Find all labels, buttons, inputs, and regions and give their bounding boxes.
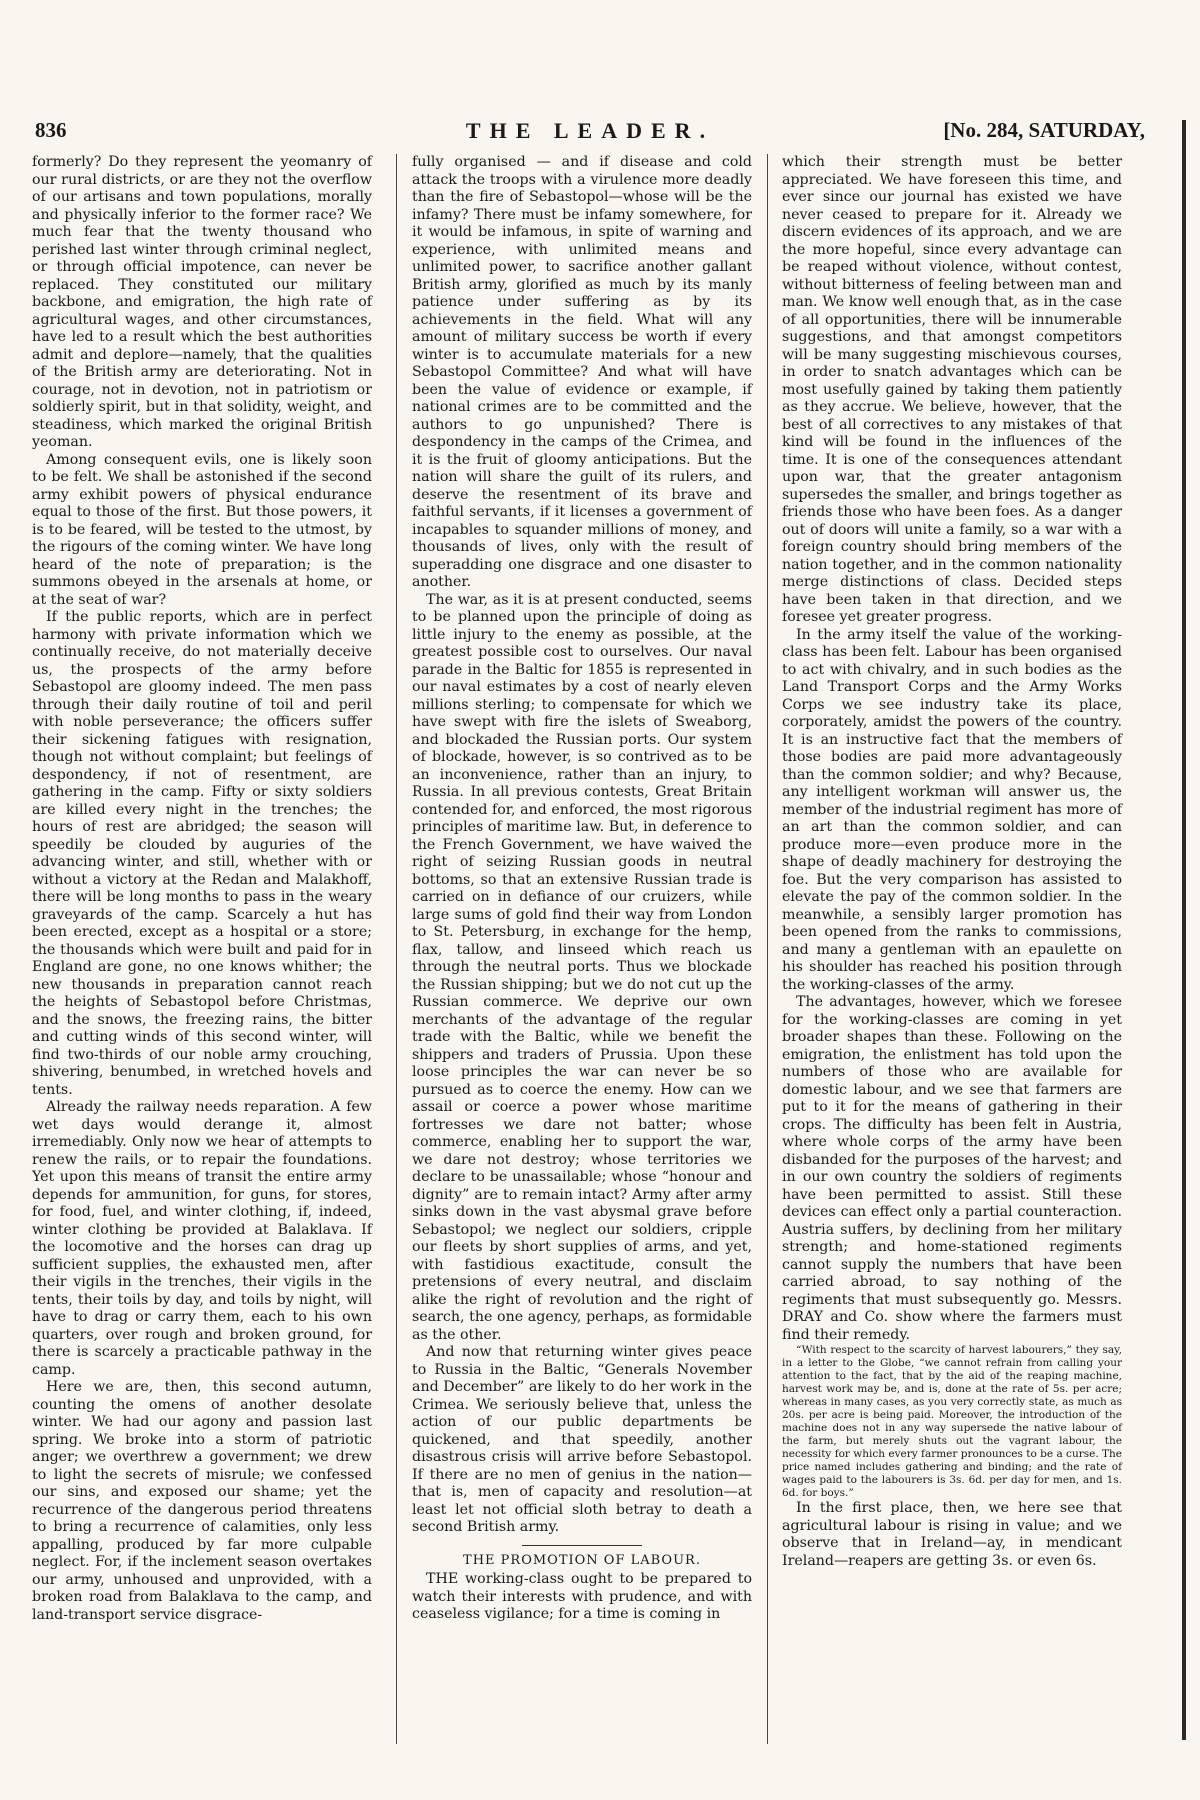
paragraph: Already the railway needs reparation. A few wet days would derange it, almost irremediably. Only now we hear of attempts to renew the rails, or to repair the foundations. Yet upon this means of transit the entire army depends for ammunition, for guns, for stores, for food, fuel, and winter clothing, if, indeed, winter clothing be provided at Balaklava. If the locomotive and the horses can drag up sufficient supplies, the exhausted men, after their vigils in the trenches, their vigils in the tents, their toils by day, and toils by night, will have to drag or carry them, each to his own quarters, over rough and broken ground, for there is scarcely a practicable pathway in the camp. bbox=[32, 1099, 372, 1378]
article-column-2 bbox=[412, 154, 752, 1624]
article-column-3 bbox=[782, 154, 1122, 1570]
page-header bbox=[35, 118, 1145, 154]
section-divider bbox=[522, 1545, 642, 1546]
paragraph: And now that returning winter gives peace to Russia in the Baltic, “Generals November and December” are likely to do her work in the Crimea. We seriously believe that, unless the action of our public departments be quickened, and that speedily, another disastrous crisis will arrive before Sebastopol. If there are no men of genius in the nation—that is, men of capacity and resolution—at least let not official sloth betray to death a second British army. bbox=[412, 1344, 752, 1535]
paragraph: fully organised — and if disease and cold attack the troops with a virulence more deadly than the fire of Sebastopol—whose will be the infamy? There must be infamy somewhere, for it would be infamous, in spite of warning and experience, with unlimited means and unlimited power, to sacrifice another gallant British army, glorified as much by its manly patience under suffering as by its achievements in the field. What will any amount of military success be worth if every winter is to accumulate materials for a new Sebastopol Committee? And what will have been the value of evidence or example, if national crimes are to be committed and the authors to go unpunished? There is despondency in the camps of the Crimea, and it is the fruit of gloomy anticipations. But the nation will share the guilt of its rulers, and deserve the resentment of its brave and faithful servants, if it licenses a government of incapables to squander millions of money, and thousands of lives, only with the result of superadding one disgrace and one disaster to another. bbox=[412, 154, 752, 590]
paragraph: If the public reports, which are in perfect harmony with private information which we continually receive, do not materially deceive us, the prospects of the army before Sebastopol are gloomy indeed. The men pass through their daily routine of toil and peril with noble perseverance; the officers suffer their sickening fatigues with resignation, though not without complaint; but feelings of despondency, if not of resentment, are gathering in the camp. Fifty or sixty soldiers are killed every night in the trenches; the hours of rest are abridged; the season will speedily be clouded by auguries of the advancing winter, and still, whether with or without a victory at the Redan and Malakhoff, there will be long months to pass in the weary graveyards of the camp. Scarcely a hut has been erected, except as a hospital or a store; the thousands which were built and paid for in England are gone, no one knows whither; the new thousands in preparation cannot reach the heights of Sebastopol before Christmas, and the snows, the freezing rains, the bitter and cutting winds of this second winter, will find two-thirds of our noble army crouching, shivering, benumbed, in wretched hovels and tents. bbox=[32, 609, 372, 1098]
issue-info: [No. 284, SATURDAY, bbox=[943, 118, 1145, 142]
column-rule bbox=[767, 154, 768, 1744]
page-number: 836 bbox=[35, 118, 67, 142]
paragraph: which their strength must be better appreciated. We have foreseen this time, and ever since our journal has existed we have never ceased to prepare for it. Already we discern evidences of its approach, and we are the more hopeful, since every advantage can be reaped without violence, without contest, without bitterness of feeling between man and man. We know well enough that, as in the case of all opportunities, there will be innumerable suggestions, and that amongst competitors will be many suggesting mischievous courses, in order to snatch advantages which can be most usefully gained by taking them patiently as they accrue. We believe, however, that the best of all correctives to any mistakes of that kind will be found in the influences of the time. It is one of the consequences attendant upon war, that the greater antagonism supersedes the smaller, and brings together as friends those who have been foes. As a danger out of doors will unite a family, so a war with a foreign country should bring members of the nation together, and in the common nationality merge distinctions of class. Decided steps have been taken in that direction, and we foresee yet greater progress. bbox=[782, 154, 1122, 625]
paragraph: The war, as it is at present conducted, seems to be planned upon the principle of doing as little injury to the enemy as possible, at the greatest possible cost to ourselves. Our naval parade in the Baltic for 1855 is represented in our naval estimates by a cost of nearly eleven millions sterling; to compensate for which we have swept with fire the islets of Sweaborg, and blockaded the Russian ports. Our system of blockade, however, is so contrived as to be an inconvenience, rather than an injury, to Russia. In all previous contests, Great Britain contended for, and enforced, the most rigorous principles of maritime law. But, in deference to the French Government, we have waived the right of seizing Russian goods in neutral bottoms, so that an extensive Russian trade is carried on in defiance of our cruizers, while large sums of gold find their way from London to St. Petersburg, in exchange for the hemp, flax, tallow, and linseed which reach us through the neutral ports. Thus we blockade the Russian shipping; but we do not cut up the Russian commerce. We deprive our own merchants of the advantage of the regular trade with the Baltic, while we benefit the shippers and traders of Prussia. Upon these loose principles the war can never be so pursued as to coerce the enemy. How can we assail or coerce a power whose maritime fortresses we dare not batter; whose commerce, enabling her to support the war, we dare not destroy; whose territories we declare to be unassailable; whose “honour and dignity” are to remain intact? Army after army sinks down in the vast abysmal grave before Sebastopol; we neglect our soldiers, cripple our fleets by short supplies of arms, and yet, with fastidious exactitude, consult the pretensions of every neutral, and disclaim alike the right of revolution and the right of search, the one agency, perhaps, as formidable as the other. bbox=[412, 591, 752, 1343]
article-column-1 bbox=[32, 154, 372, 1624]
masthead-title: THE LEADER. bbox=[465, 118, 715, 143]
paragraph: In the first place, then, we here see that agricultural labour is rising in value; and we observe that in Ireland—ay, in mendicant Ireland—reapers are getting 3s. or even 6s. bbox=[782, 1500, 1122, 1569]
page-edge-rule bbox=[1182, 120, 1186, 1740]
paragraph: The advantages, however, which we foresee for the working-classes are coming in yet broader shapes than these. Following on the emigration, the enlistment has told upon the numbers of those who are available for domestic labour, and we see that farmers are put to it for the means of gathering in their crops. The difficulty has been felt in Austria, where whole corps of the army have been disbanded for the purposes of the harvest; and in our own country the soldiers of regiments have been permitted to assist. Still these devices can effect only a partial counteraction. Austria suffers, by declining from her military strength; and home-stationed regiments cannot supply the numbers that have been carried abroad, to say nothing of the regiments that must subsequently go. Messrs. DRAY and Co. show where the farmers must find their remedy. bbox=[782, 994, 1122, 1343]
paragraph: THE working-class ought to be prepared to watch their interests with prudence, and with ceaseless vigilance; for a time is coming in bbox=[412, 1571, 752, 1622]
paragraph: In the army itself the value of the working-class has been felt. Labour has been organised to act with chivalry, and in such bodies as the Land Transport Corps and the Army Works Corps we see industry take its place, corporately, amidst the powers of the country. It is an instructive fact that the members of those bodies are paid more advantageously than the common soldier; and why? Because, any intelligent workman will answer us, the member of the industrial regiment has more of an art than the common soldier, and can produce more—even produce more in the shape of deadly machinery for destroying the foe. But the very comparison has assisted to elevate the pay of the common soldier. In the meanwhile, a sensibly larger promotion has been opened from the ranks to commissions, and many a gentleman with an epaulette on his shoulder has reached his position through the working-classes of the army. bbox=[782, 626, 1122, 993]
paragraph: formerly? Do they represent the yeomanry of our rural districts, or are they not the overflow of our artisans and town populations, morally and physically inferior to the former race? We much fear that the twenty thousand who perished last winter through criminal neglect, or through official impotence, can never be replaced. They constituted our military backbone, and emigration, the high rate of agricultural wages, and other circumstances, have led to a result which the best authorities admit and deplore—namely, that the qualities of the British army are deteriorating. Not in courage, not in devotion, not in patriotism or soldierly spirit, but in that solidity, weight, and steadiness, which marked the original British yeoman. bbox=[32, 154, 372, 450]
section-heading: THE PROMOTION OF LABOUR. bbox=[463, 1552, 701, 1568]
paragraph: Among consequent evils, one is likely soon to be felt. We shall be astonished if the second army exhibit powers of physical endurance equal to those of the first. But those powers, it is to be feared, will be tested to the utmost, by the rigours of the coming winter. We have long heard of the note of preparation; is the summons obeyed in the arsenals at home, or at the seat of war? bbox=[32, 451, 372, 608]
paragraph: Here we are, then, this second autumn, counting the omens of another desolate winter. We had our agony and passion last spring. We broke into a storm of patriotic anger; we overthrew a government; we drew to light the secrets of misrule; we confessed our sins, and exposed our shame; yet the recurrence of the dangerous period threatens to bring a recurrence of calamities, only less appalling, produced by far more culpable neglect. For, if the inclement season overtakes our army, unhoused and unprovided, with a broken road from Balaklava to the camp, and land-transport service disgrace- bbox=[32, 1379, 372, 1623]
column-rule bbox=[396, 154, 397, 1744]
quoted-letter: “With respect to the scarcity of harvest labourers,” they say, in a letter to the Globe, “we cannot refrain from calling your attention to the fact, that by the aid of the reaping machine, harvest work may be, and is, done at the rate of 5s. per acre; whereas in many cases, as you very correctly state, as much as 20s. per acre is being paid. Moreover, the introduction of the machine does not in any way supersede the native labour of the farm, but merely shuts out the vagrant labour, the necessity for which every farmer pronounces to be a curse. The price named includes gathering and binding; and the rate of wages paid to the labourers is 3s. 6d. per day for men, and 1s. 6d. for boys.” bbox=[782, 1344, 1122, 1499]
